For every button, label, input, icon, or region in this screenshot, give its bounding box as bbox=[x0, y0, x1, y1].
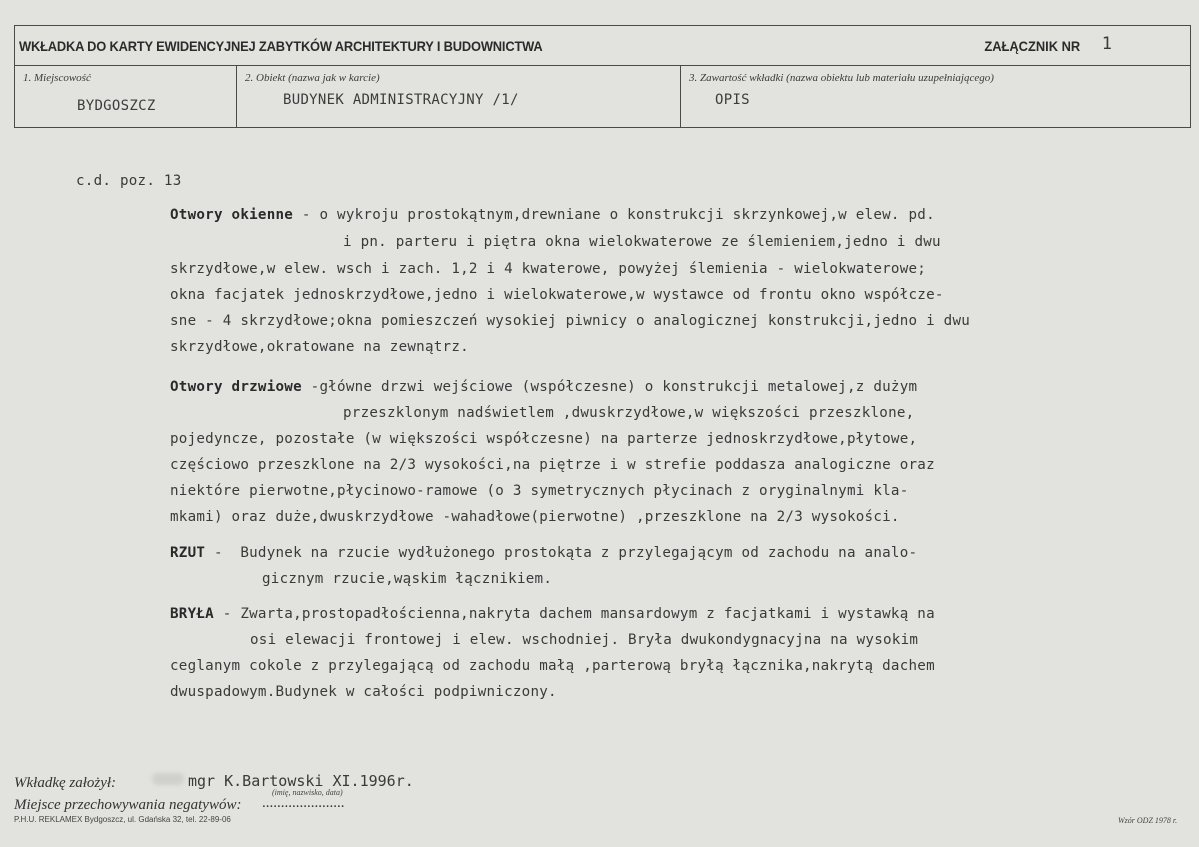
founded-hint: (imię, nazwisko, data) bbox=[272, 788, 343, 797]
mass-section bbox=[170, 606, 935, 622]
header-row bbox=[15, 26, 1190, 66]
windows-section bbox=[170, 207, 935, 223]
object-value: BUDYNEK ADMINISTRACYJNY /1/ bbox=[283, 92, 519, 108]
plan-heading: RZUT bbox=[170, 545, 206, 561]
header-frame bbox=[14, 25, 1191, 128]
negatives-label: Miejsce przechowywania negatywów: bbox=[14, 797, 242, 813]
windows-line-4: okna facjatek jednoskrzydłowe,jedno i wielokwaterowe,w wystawce od frontu okno współcze- bbox=[170, 287, 944, 303]
content-cell bbox=[680, 66, 1190, 128]
founded-value: mgr K.Bartowski XI.1996r. bbox=[188, 772, 414, 790]
form-title: WKŁADKA DO KARTY EWIDENCYJNEJ ZABYTKÓW ARCHITEKTURY I BUDOWNICTWA bbox=[19, 38, 543, 54]
mass-line-3: ceglanym cokole z przylegającą od zachodu małą ,parterową bryłą łącznika,nakrytą dachem bbox=[170, 658, 935, 674]
mass-line-2: osi elewacji frontowej i elew. wschodniej. Bryła dwukondygnacyjna na wysokim bbox=[250, 632, 919, 648]
doors-section bbox=[170, 379, 917, 395]
doors-line-4: częściowo przeszklone na 2/3 wysokości,na piętrze i w strefie poddasza analogiczne oraz bbox=[170, 457, 935, 473]
windows-line-3: skrzydłowe,w elew. wsch i zach. 1,2 i 4 kwaterowe, powyżej ślemienia - wielokwaterowe; bbox=[170, 261, 927, 277]
printer-info: P.H.U. REKLAMEX Bydgoszcz, ul. Gdańska 32, tel. 22-89-06 bbox=[14, 815, 231, 824]
windows-line-6: skrzydłowe,okratowane na zewnątrz. bbox=[170, 339, 469, 355]
doors-heading: Otwory drzwiowe bbox=[170, 379, 302, 395]
plan-line-2: gicznym rzucie,wąskim łącznikiem. bbox=[262, 571, 553, 587]
founded-label: Wkładkę założył: bbox=[14, 775, 117, 791]
form-mark: Wzór ODZ 1978 r. bbox=[1118, 816, 1178, 825]
location-cell bbox=[15, 66, 236, 128]
doors-line-2: przeszklonym nadświetlem ,dwuskrzydłowe,w większości przeszklone, bbox=[343, 405, 915, 421]
annex-number: 1 bbox=[1101, 34, 1112, 54]
doors-line-1: -główne drzwi wejściowe (współczesne) o konstrukcji metalowej,z dużym bbox=[301, 379, 918, 395]
plan-section bbox=[170, 545, 917, 561]
negatives-dots: ...................... bbox=[262, 795, 345, 811]
content-label: 3. Zawartość wkładki (nazwa obiektu lub materiału uzupełniającego) bbox=[689, 72, 994, 84]
annex-label: ZAŁĄCZNIK NR bbox=[984, 38, 1080, 54]
location-label: 1. Miejscowość bbox=[23, 72, 91, 84]
windows-line-2: i pn. parteru i piętra okna wielokwaterowe ze ślemieniem,jedno i dwu bbox=[343, 234, 941, 250]
windows-line-5: sne - 4 skrzydłowe;okna pomieszczeń wysokiej piwnicy o analogicznej konstrukcji,jedno i dwu bbox=[170, 313, 971, 329]
mass-heading: BRYŁA bbox=[170, 606, 214, 622]
continuation-note: c.d. poz. 13 bbox=[76, 173, 182, 189]
object-label: 2. Obiekt (nazwa jak w karcie) bbox=[245, 72, 380, 84]
mass-line-4: dwuspadowym.Budynek w całości podpiwniczony. bbox=[170, 684, 557, 700]
doors-line-6: mkami) oraz duże,dwuskrzydłowe -wahadłowe(pierwotne) ,przeszklone na 2/3 wysokości. bbox=[170, 509, 900, 525]
location-value: BYDGOSZCZ bbox=[77, 98, 156, 114]
plan-line-1: - Budynek na rzucie wydłużonego prostokąta z przylegającym od zachodu na analo- bbox=[205, 545, 918, 561]
windows-heading: Otwory okienne bbox=[170, 207, 294, 223]
object-cell bbox=[236, 66, 680, 128]
doors-line-3: pojedyncze, pozostałe (w większości współczesne) na parterze jednoskrzydłowe,płytowe, bbox=[170, 431, 918, 447]
content-value: OPIS bbox=[715, 92, 750, 108]
mass-line-1: - Zwarta,prostopadłościenna,nakryta dachem mansardowym z facjatkami i wystawką na bbox=[213, 606, 935, 622]
windows-line-1: - o wykroju prostokątnym,drewniane o konstrukcji skrzynkowej,w elew. pd. bbox=[293, 207, 935, 223]
doors-line-5: niektóre pierwotne,płycinowo-ramowe (o 3 symetrycznych płycinach z oryginalnymi kla- bbox=[170, 483, 909, 499]
redacted-mark bbox=[152, 773, 184, 785]
